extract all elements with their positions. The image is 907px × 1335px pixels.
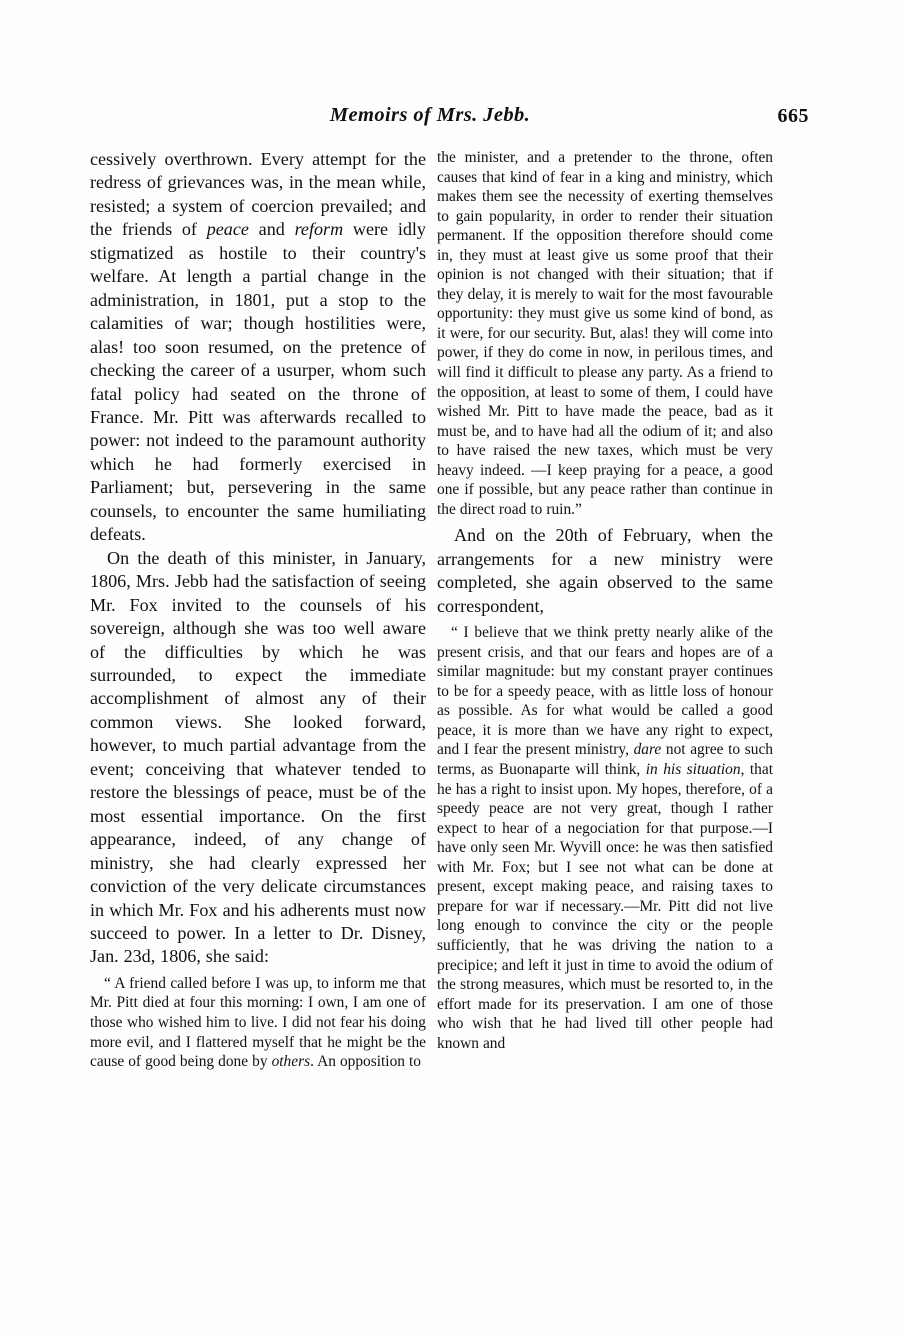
paragraph-continuation	[90, 148, 426, 547]
quote-text-part: not agree to such terms, as Buonaparte will think,	[437, 741, 773, 779]
right-column	[437, 148, 773, 1053]
italic-term-others: others	[271, 1053, 311, 1071]
running-head-title: Memoirs of Mrs. Jebb.	[329, 104, 531, 126]
italic-term-dare: dare	[633, 741, 662, 759]
italic-term-reform: reform	[294, 219, 344, 240]
quote-text-part: “ A friend called before I was up, to inform me that Mr. Pitt died at four this morning: I own, I am one of those who wished him to live. I did not fear his doing more evil, and I flattered myself that he might be the cause of good being done by	[90, 974, 426, 1071]
quote-text-part: “ I believe that we think pretty nearly alike of the present crisis, and that our fears and hopes are of a similar magnitude: but my constant prayer continues to be for a speedy peace, with as little loss of honour as possible. As for what would be called a good peace, it is more than we have any right to expect, and I fear the present ministry,	[437, 624, 773, 759]
quoted-letter-february	[437, 623, 773, 1053]
italic-term-in-his-situation: in his situation	[645, 761, 741, 779]
paragraph-text-part: and	[248, 219, 295, 240]
running-head	[90, 104, 817, 136]
quoted-letter-jan-23	[90, 974, 426, 1072]
paragraph-february-arrangements: And on the 20th of February, when the arrangements for a new ministry were completed, she again observed to the same correspondent,	[437, 525, 773, 616]
paragraph-on-death-of-minister: On the death of this minister, in January, 1806, Mrs. Jebb had the satisfaction of seeing Mr. Fox invited to the counsels of his sovereign, although she was too well aware of the difficulties by which he was surrounded, to expect the immediate accomplishment of almost any of their common views. She looked forward, however, to much partial advantage from the event; conceiving that whatever tended to restore the blessings of peace, must be of the most essential importance. On the first appearance, indeed, of any change of ministry, she had clearly expressed her conviction of the very delicate circumstances in which Mr. Fox and his adherents must now succeed to power. In a letter to Dr. Disney, Jan. 23d, 1806, she said:	[90, 547, 426, 967]
quote-text-part: , that he has a right to insist upon. My hopes, therefore, of a speedy peace are not very great, though I rather expect to hear of a negociation for that purpose.—I have only seen Mr. Wyvill once: he was then satisfied with Mr. Fox; but I see not what can be done at present, except making peace, and raising taxes to prepare for war if necessary.—Mr. Pitt did not live long enough to convince the city or the people sufficiently, that he was driving the nation to a precipice; and left it just in time to avoid the odium of the strong measures, which must be resorted to, in the effort made for its preservation. I am one of those who wish that he had lived till other people had known and	[437, 761, 773, 1052]
page-number: 665	[777, 105, 809, 127]
left-column	[90, 148, 426, 1072]
paragraph-text-part: were idly stigmatized as hostile to their country's welfare. At length a partial change in the administration, in 1801, put a stop to the calamities of war; though hostilities were, alas! too soon resumed, on the pretence of checking the career of a usurper, whom such fatal policy had seated on the throne of France. Mr. Pitt was afterwards recalled to power: not indeed to the paramount authority which he had formerly exercised in Parliament; but, persevering in the same counsels, to encounter the same humiliating defeats.	[90, 219, 426, 545]
quoted-letter-continuation: the minister, and a pretender to the throne, often causes that kind of fear in a king and ministry, which makes them see the necessity of exerting themselves to gain popularity, in order to render their situation permanent. If the opposition therefore should come in, they must at least give us some proof that their opinion is not changed with their situation; that if they delay, it is merely to wait for the most favourable opportunity: they must give us some kind of bond, as it were, for our security. But, alas! they will come into power, if they do come in now, in perilous times, and will find it difficult to please any party. As a friend to the opposition, at least to some of them, I could have wished Mr. Pitt to have made the peace, bad as it must be, and to have had all the odium of it; and also to have raised the new taxes, which must be very heavy indeed. —I keep praying for a peace, a good one if possible, but any peace rather than continue in the direct road to ruin.”	[437, 149, 773, 518]
quote-text-part: . An opposition to	[310, 1053, 421, 1071]
paragraph-text-part: cessively overthrown. Every attempt for the redress of grievances was, in the mean while, resisted; a system of coercion prevailed; and the friends of	[90, 149, 426, 240]
italic-term-peace: peace	[206, 219, 249, 240]
